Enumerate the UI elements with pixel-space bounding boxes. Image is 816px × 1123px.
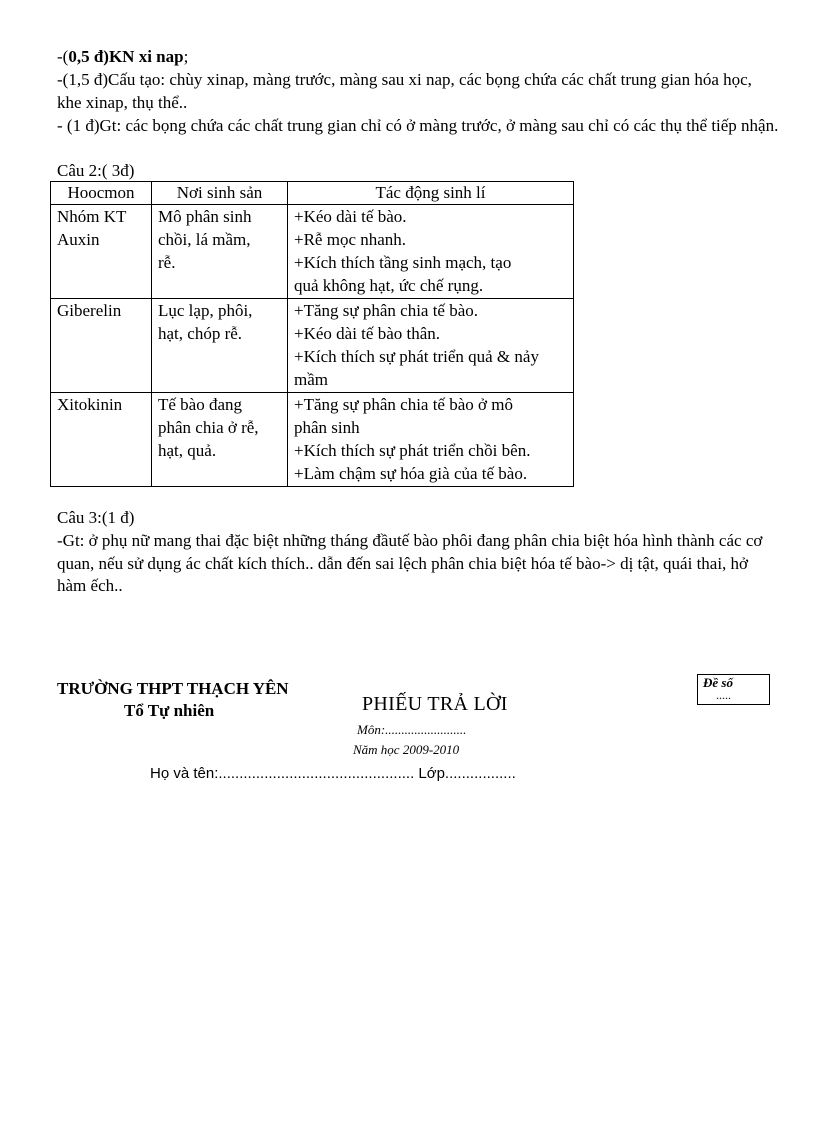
cell-effects bbox=[288, 205, 574, 299]
q1-explanation-text: - (1 đ)Gt: các bọng chứa các chất trung gian chỉ có ở màng trước, ở màng sau chỉ có các thụ thể tiếp nhận. bbox=[57, 116, 779, 135]
cell-text: +Rễ mọc nhanh. bbox=[294, 230, 407, 249]
cell-text: hạt, chóp rễ. bbox=[158, 324, 243, 343]
table-row bbox=[51, 205, 574, 299]
q1-structure-text: -(1,5 đ)Cấu tạo: chùy xinap, màng trước, màng sau xi nap, các bọng chứa các chất trung gian hóa học, khe xinap, thụ thể.. bbox=[57, 70, 752, 112]
table-header-row bbox=[51, 182, 574, 205]
cell-text: +Làm chậm sự hóa già của tế bào. bbox=[294, 464, 528, 483]
cell-origin bbox=[152, 299, 288, 393]
cell-text: +Kích thích sự phát triển quả & nảy bbox=[294, 347, 539, 366]
answer-sheet-title: PHIẾU TRẢ LỜI bbox=[362, 693, 508, 715]
q2-heading: Câu 2:( 3đ) bbox=[57, 161, 135, 180]
cell-text: phân sinh bbox=[294, 418, 360, 437]
subject-field: Môn:......................... bbox=[357, 722, 467, 737]
q3-answer-text: -Gt: ở phụ nữ mang thai đặc biệt những tháng đầutế bào phôi đang phân chia biệt hóa hình thành các cơ quan, nếu sử dụng ác chất kích thích.. dẫn đến sai lệch phân chia biệt hóa tế bào-> dị tật, quái thai, hở hàm ếch.. bbox=[57, 531, 763, 595]
exam-code-value: ..... bbox=[716, 688, 731, 702]
cell-text: Nhóm KT bbox=[57, 207, 127, 226]
cell-text: Auxin bbox=[57, 230, 100, 249]
cell-hormone bbox=[51, 393, 152, 487]
cell-text: Giberelin bbox=[57, 301, 122, 320]
q1-definition-bold: 0,5 đ)KN xi nap bbox=[68, 47, 184, 66]
exam-code-box bbox=[697, 674, 770, 705]
cell-text: phân chia ở rễ, bbox=[158, 418, 259, 437]
cell-text: +Kích thích tầng sinh mạch, tạo bbox=[294, 253, 512, 272]
cell-text: Lục lạp, phôi, bbox=[158, 301, 253, 320]
col-header-effects: Tác động sinh lí bbox=[288, 182, 574, 205]
cell-text: Mô phân sinh bbox=[158, 207, 252, 226]
school-year: Năm học 2009-2010 bbox=[353, 742, 460, 757]
cell-text: chồi, lá mầm, bbox=[158, 230, 251, 249]
student-name-class-field: Họ và tên:............................................... Lớp................. bbox=[150, 765, 516, 782]
cell-origin bbox=[152, 393, 288, 487]
cell-hormone bbox=[51, 205, 152, 299]
cell-text: +Kéo dài tế bào. bbox=[294, 207, 407, 226]
cell-text: quả không hạt, ức chế rụng. bbox=[294, 276, 484, 295]
hormone-table bbox=[50, 181, 574, 487]
q3-heading: Câu 3:(1 đ) bbox=[57, 508, 135, 527]
q1-definition-suffix: ; bbox=[183, 47, 189, 66]
exam-code-label: Đề số bbox=[703, 675, 733, 690]
cell-effects bbox=[288, 299, 574, 393]
cell-text: +Kích thích sự phát triển chồi bên. bbox=[294, 441, 531, 460]
col-header-origin: Nơi sinh sản bbox=[152, 182, 288, 205]
col-header-hormone: Hoocmon bbox=[51, 182, 152, 205]
q1-definition-prefix: -( bbox=[57, 47, 69, 66]
cell-text: +Tăng sự phân chia tế bào. bbox=[294, 301, 479, 320]
cell-hormone bbox=[51, 299, 152, 393]
cell-text: +Tăng sự phân chia tế bào ở mô bbox=[294, 395, 513, 414]
table-row bbox=[51, 393, 574, 487]
q1-definition-line bbox=[57, 47, 188, 67]
cell-text: mầm bbox=[294, 370, 328, 389]
cell-text: +Kéo dài tế bào thân. bbox=[294, 324, 441, 343]
cell-text: rễ. bbox=[158, 253, 176, 272]
cell-text: hạt, quả. bbox=[158, 441, 217, 460]
cell-text: Tế bào đang bbox=[158, 395, 243, 414]
cell-effects bbox=[288, 393, 574, 487]
department-name: Tổ Tự nhiên bbox=[124, 701, 215, 720]
cell-text: Xitokinin bbox=[57, 395, 123, 414]
cell-origin bbox=[152, 205, 288, 299]
school-name: TRƯỜNG THPT THẠCH YÊN bbox=[57, 679, 289, 698]
table-row bbox=[51, 299, 574, 393]
